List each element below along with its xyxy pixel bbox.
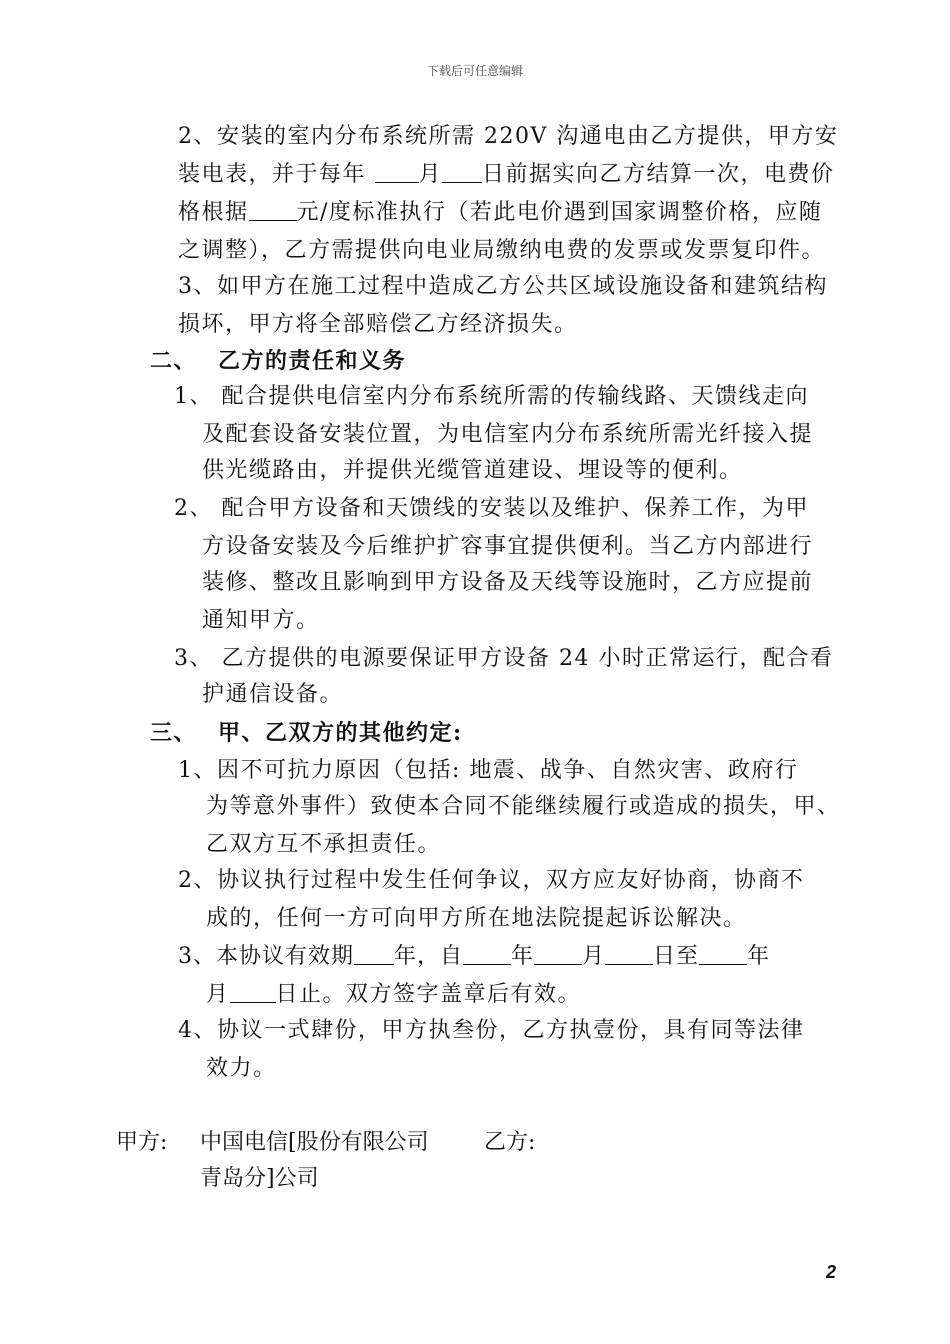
clause-line: 之调整），乙方需提供向电业局缴纳电费的发票或发票复印件。 (178, 238, 826, 263)
clause-line: 方设备安装及今后维护扩容事宜提供便利。当乙方内部进行 (202, 534, 814, 559)
section-number: 三、 (150, 720, 198, 746)
party-a-label: 甲方: (116, 1130, 168, 1155)
clause-line: 装修、整改且影响到甲方设备及天线等设施时，乙方应提前 (202, 570, 814, 595)
clause-line: 1、 配合提供电信室内分布系统所需的传输线路、天馈线走向 (174, 384, 809, 409)
clause-line: 2、协议执行过程中发生任何争议，双方应友好协商，协商不 (178, 868, 805, 893)
clause-line: 为等意外事件）致使本合同不能继续履行或造成的损失，甲、 (206, 794, 841, 819)
clause-line: 月 日止。双方签字盖章后有效。 (206, 982, 582, 1007)
clause-line: 1、因不可抗力原因（包括: 地震、战争、自然灾害、政府行 (178, 758, 799, 783)
clause-line: 3、 乙方提供的电源要保证甲方设备 24 小时正常运行，配合看 (174, 646, 834, 671)
section-title: 乙方的责任和义务 (218, 348, 407, 374)
clause-line: 供光缆路由，并提供光缆管道建设、埋设等的便利。 (202, 458, 743, 483)
page-header: 下载后可任意编辑 (426, 64, 523, 78)
page-number: 2 (826, 1262, 837, 1282)
clause-line: 及配套设备安装位置，为电信室内分布系统所需光纤接入提 (202, 422, 814, 447)
clause-line: 3、如甲方在施工过程中造成乙方公共区域设施设备和建筑结构 (178, 274, 828, 299)
party-a-name: 青岛分]公司 (200, 1166, 319, 1191)
section-number: 二、 (150, 348, 198, 374)
clause-line: 损坏，甲方将全部赔偿乙方经济损失。 (178, 312, 578, 337)
clause-line: 通知甲方。 (202, 608, 320, 633)
clause-line: 2、安装的室内分布系统所需 220V 沟通电由乙方提供，甲方安 (178, 124, 839, 149)
section-title: 甲、乙双方的其他约定: (218, 720, 463, 746)
clause-line: 装电表，并于每年 月 日前据实向乙方结算一次，电费价 (178, 162, 835, 187)
party-b-label: 乙方: (484, 1130, 536, 1155)
clause-line: 成的，任何一方可向甲方所在地法院提起诉讼解决。 (206, 906, 747, 931)
clause-line: 4、协议一式肆份，甲方执叁份，乙方执壹份，具有同等法律 (178, 1018, 805, 1043)
clause-line: 2、 配合甲方设备和天馈线的安装以及维护、保养工作，为甲 (174, 496, 809, 521)
clause-line: 乙双方互不承担责任。 (206, 832, 442, 857)
clause-line: 护通信设备。 (202, 682, 344, 707)
clause-line: 格根据 元/度标准执行（若此电价遇到国家调整价格，应随 (178, 200, 823, 225)
clause-line: 效力。 (206, 1056, 277, 1081)
party-a-name: 中国电信[股份有限公司 (200, 1130, 429, 1155)
clause-line: 3、本协议有效期 年，自 年 月 日至 年 (178, 944, 771, 969)
